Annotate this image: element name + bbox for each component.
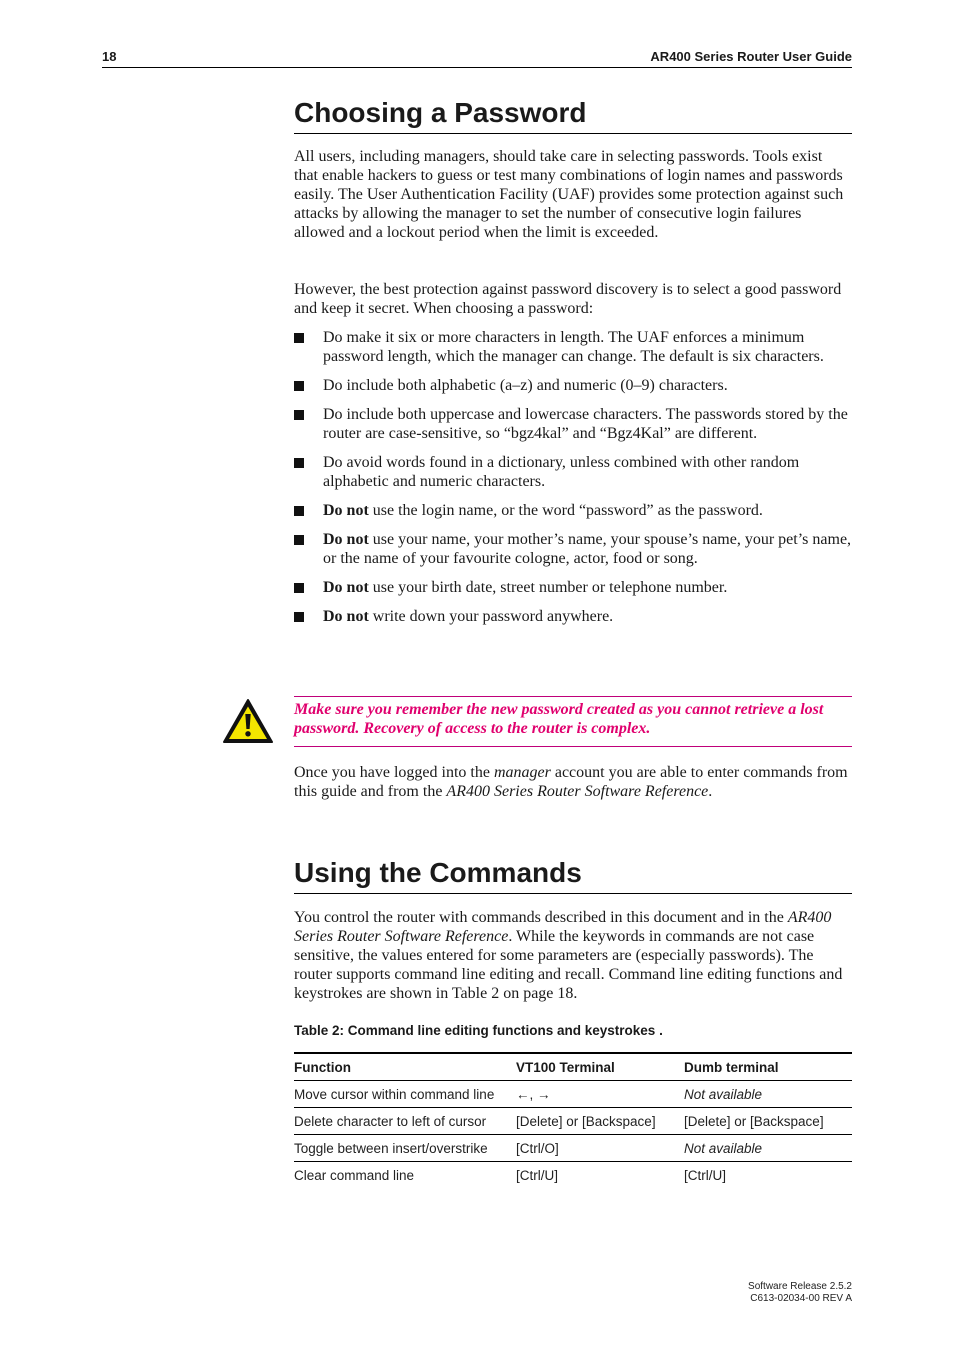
list-item: Do not use the login name, or the word “password” as the password. xyxy=(294,501,854,520)
table-row xyxy=(294,1135,852,1162)
list-item: Do avoid words found in a dictionary, unless combined with other random alphabetic and numeric characters. xyxy=(294,453,854,491)
list-item: Do not write down your password anywhere. xyxy=(294,607,854,626)
bullet-square-icon xyxy=(294,612,304,622)
warning-triangle-icon xyxy=(222,698,274,744)
command-editing-table xyxy=(294,1052,852,1188)
table-cell: Delete character to left of cursor xyxy=(294,1108,516,1135)
list-item: Do not use your birth date, street number or telephone number. xyxy=(294,578,854,597)
password-guidelines-list xyxy=(294,328,854,636)
table-row xyxy=(294,1081,852,1108)
bullet-square-icon xyxy=(294,506,304,516)
bullet-square-icon xyxy=(294,535,304,545)
intro-paragraph: All users, including managers, should take care in selecting passwords. Tools exist that enable hackers to guess or test many combinations of login names and passwords easily. The User Authentication Facility (UAF) provides some protection against such attacks by allowing the manager to set the number of consecutive login failures allowed and a lockout period when the limit is exceeded. xyxy=(294,148,844,241)
page-number: 18 xyxy=(102,49,117,64)
table-cell: Not available xyxy=(684,1135,852,1162)
software-reference-title: AR400 Series Router Software Reference xyxy=(446,783,709,800)
software-release: Software Release 2.5.2 xyxy=(748,1281,852,1292)
bullet-square-icon xyxy=(294,333,304,343)
table-row xyxy=(294,1108,852,1135)
list-item: Do include both alphabetic (a–z) and numeric (0–9) characters. xyxy=(294,376,854,395)
table-row xyxy=(294,1162,852,1189)
table-cell: [Delete] or [Backspace] xyxy=(516,1108,684,1135)
column-header-vt100: VT100 Terminal xyxy=(516,1053,684,1081)
commands-paragraph: You control the router with commands described in this document and in the AR400 Series Router Software Reference. While the keywords in commands are not case sensitive, the values entered for some parameters are (especially passwords). The router supports command line editing and recall. Command line editing functions and keystrokes are shown in Table 2 on page 18. xyxy=(294,909,843,1002)
list-item: Do make it six or more characters in length. The UAF enforces a minimum password length, which the manager can change. The default is six characters. xyxy=(294,328,854,366)
table-cell: Toggle between insert/overstrike xyxy=(294,1135,516,1162)
table-header-row xyxy=(294,1053,852,1081)
page-header xyxy=(102,48,852,68)
guide-title: AR400 Series Router User Guide xyxy=(650,49,852,64)
section-heading-choosing-password: Choosing a Password xyxy=(294,96,852,134)
bullet-square-icon xyxy=(294,458,304,468)
warning-note: Make sure you remember the new password created as you cannot retrieve a lost password. Recovery of access to the router is complex. xyxy=(294,696,852,747)
table-cell: Not available xyxy=(684,1081,852,1108)
section-heading-using-commands: Using the Commands xyxy=(294,856,852,894)
table-cell: [Delete] or [Backspace] xyxy=(684,1108,852,1135)
table-cell: [Ctrl/U] xyxy=(684,1167,726,1183)
table-caption: Table 2: Command line editing functions and keystrokes . xyxy=(294,1023,663,1038)
table-cell: ←, → xyxy=(516,1081,684,1108)
document-revision: C613-02034-00 REV A xyxy=(750,1293,852,1304)
column-header-function: Function xyxy=(294,1053,516,1081)
protection-paragraph: However, the best protection against password discovery is to select a good password and keep it secret. When choosing a password: xyxy=(294,281,842,317)
column-header-dumb-terminal: Dumb terminal xyxy=(684,1053,852,1081)
login-paragraph: Once you have logged into the manager account you are able to enter commands from this guide and from the AR400 Series Router Software Reference. xyxy=(294,764,848,800)
software-reference-title: AR400 Series Router Software Reference xyxy=(294,909,832,945)
bullet-square-icon xyxy=(294,410,304,420)
bullet-square-icon xyxy=(294,381,304,391)
table-cell: Clear command line xyxy=(294,1167,415,1183)
page-footer xyxy=(748,1281,852,1305)
table-cell: [Ctrl/U] xyxy=(516,1167,558,1183)
table-cell: [Ctrl/O] xyxy=(516,1135,684,1162)
list-item: Do include both uppercase and lowercase characters. The passwords stored by the router are case-sensitive, so “bgz4kal” and “Bgz4Kal” are different. xyxy=(294,405,854,443)
bullet-square-icon xyxy=(294,583,304,593)
table-cell: Move cursor within command line xyxy=(294,1081,516,1108)
list-item: Do not use your name, your mother’s name, your spouse’s name, your pet’s name, or the name of your favourite cologne, actor, food or song. xyxy=(294,530,854,568)
